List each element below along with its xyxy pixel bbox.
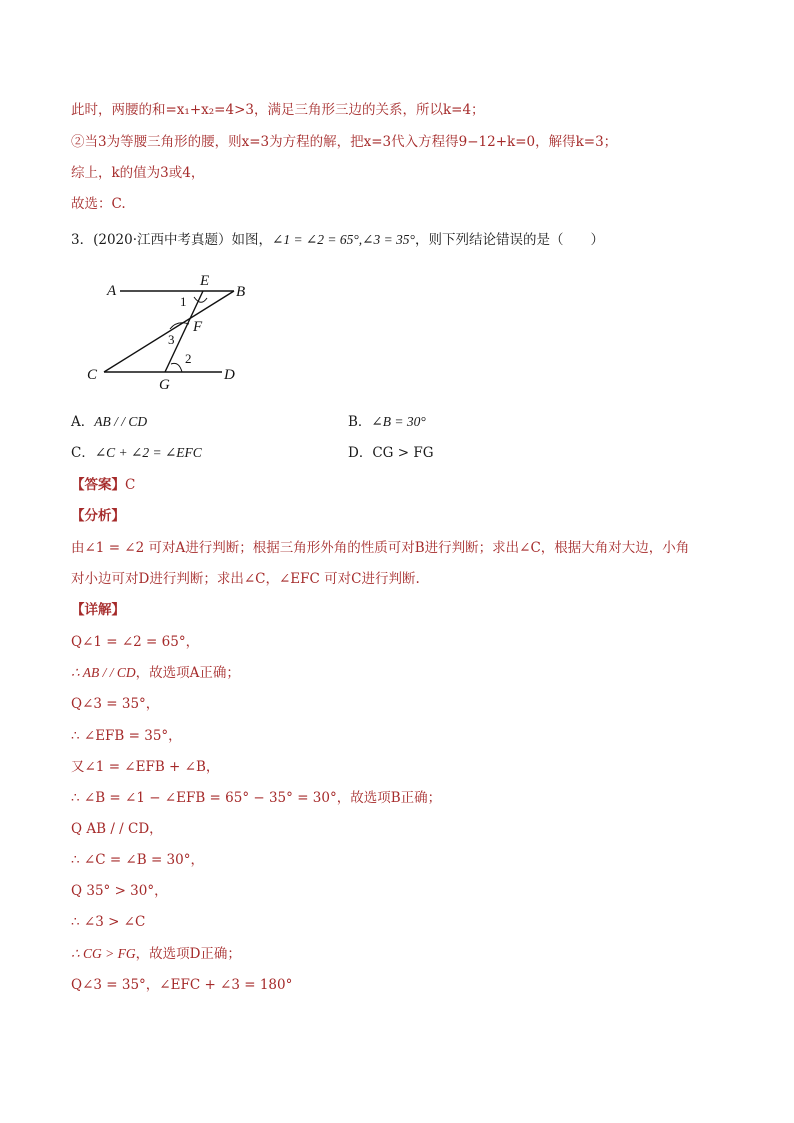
angle-2-arc [171,363,182,372]
answer-tag: 【答案】 [71,477,125,493]
label-a: A [107,283,117,299]
option-b-label: B． [348,414,372,430]
question-prefix: 3．(2020·江西中考真题）如图， [71,232,273,248]
detail-line-1: Q∠1 = ∠2 = 65°， [71,634,200,650]
text-line-2: ②当3为等腰三角形的腰，则x=3为方程的解，把x=3代入方程得9−12+k=0，解得k=3； [71,134,618,150]
label-c: C [87,367,98,383]
answer-value: C [125,477,136,493]
analysis-tag: 【分析】 [71,508,125,524]
label-f: F [193,319,203,335]
detail-line-8: ∴ ∠C = ∠B = 30°， [71,852,204,868]
detail-line-5: 又∠1 = ∠EFB + ∠B， [71,759,220,775]
detail-line-4: ∴ ∠EFB = 35°， [71,728,182,744]
label-1: 1 [180,294,187,309]
answer-line [71,476,135,494]
detail-line-6 [71,789,441,807]
detail-tag: 【详解】 [71,602,125,618]
label-d: D [224,367,235,383]
detail-line-3: Q∠3 = 35°， [71,696,160,712]
detail-line-2-text: ，故选项A正确； [135,665,240,681]
label-g: G [159,377,170,393]
option-a-text: AB / / CD [94,414,148,429]
detail-line-10: ∴ ∠3 > ∠C [71,914,146,930]
option-b [348,413,426,431]
detail-line-11-math: ∴ CG > FG [71,946,136,961]
question-condition: ∠1 = ∠2 = 65°,∠3 = 35° [272,232,415,247]
option-b-text: ∠B = 30° [371,414,426,429]
analysis-line-1: 由∠1 = ∠2 可对A进行判断；根据三角形外角的性质可对B进行判断；求出∠C，根据大角对大边，小角 [71,540,690,556]
detail-line-6-text: ，故选项B正确； [336,790,442,806]
option-a [71,413,147,431]
text-line-1: 此时，两腰的和=x₁+x₂=4>3，满足三角形三边的关系，所以k=4； [71,102,485,118]
question-3 [71,231,604,249]
option-c-text: ∠C + ∠2 = ∠EFC [94,445,202,460]
label-2: 2 [185,351,192,366]
question-suffix: ，则下列结论错误的是（ ） [414,232,604,248]
option-c [71,444,202,462]
option-d [348,444,434,462]
detail-line-11-text: ，故选项D正确； [135,946,241,962]
detail-line-6-math: ∴ ∠B = ∠1 − ∠EFB = 65° − 35° = 30° [71,790,337,806]
label-3: 3 [168,332,175,347]
text-line-4: 故选：C. [71,196,126,212]
detail-line-2-math: ∴ AB / / CD [71,665,136,680]
option-c-label: C． [71,445,95,461]
analysis-line-2: 对小边可对D进行判断；求出∠C，∠EFC 可对C进行判断. [71,571,420,587]
option-d-text: CG > FG [372,445,434,461]
detail-line-12: Q∠3 = 35°，∠EFC + ∠3 = 180° [71,977,293,993]
detail-line-2 [71,664,240,682]
label-e: E [200,273,210,289]
detail-line-7: Q AB / / CD， [71,821,163,837]
geometry-figure [82,268,252,394]
option-a-label: A． [71,414,95,430]
text-line-3: 综上，k的值为3或4， [71,165,205,181]
label-b: B [236,284,246,300]
option-d-label: D． [348,445,373,461]
detail-line-9: Q 35° > 30°， [71,883,168,899]
detail-line-11 [71,945,241,963]
